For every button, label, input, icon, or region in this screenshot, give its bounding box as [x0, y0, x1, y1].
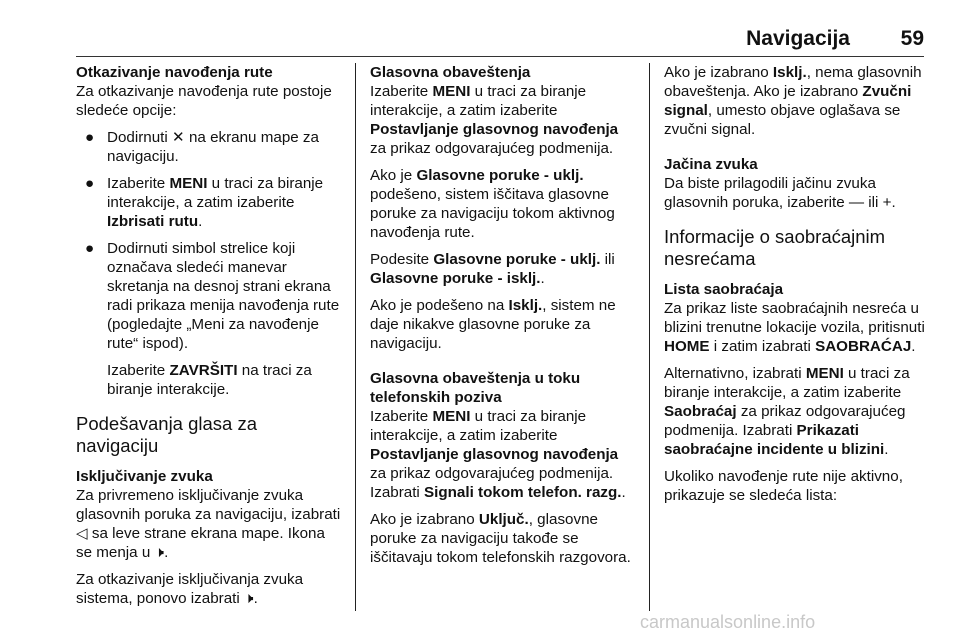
- watermark: carmanualsonline.info: [640, 612, 816, 632]
- voice-prompts-section: Glasovna obaveštenja Izaberite MENI u traci za biranje interakcije, a zatim izaberite Postavljanje glasovnog navođenja za prikaz odgovarajućeg podmenija.: [370, 63, 638, 158]
- keyword-meni: MENI: [805, 365, 844, 382]
- traffic-list-section: Lista saobraćaja Za prikaz liste saobraćajnih nesreća u blizini trenutne lokacije vozila, pritisnuti HOME i zatim izabrati SAOBRAĆAJ.: [664, 280, 932, 356]
- close-icon: ✕: [172, 129, 185, 146]
- keyword-voice-setup: Postavljanje glasovnog navođenja: [370, 446, 619, 463]
- keyword-delete-route: Izbrisati rutu: [107, 213, 199, 230]
- bullet-icon: ●: [85, 240, 95, 257]
- keyword-traffic-menu: Saobraćaj: [664, 403, 737, 420]
- keyword-call-signals: Signali tokom telefon. razg.: [424, 484, 622, 501]
- bullet-icon: ●: [85, 129, 95, 146]
- keyword-meni: MENI: [169, 175, 208, 192]
- voice-set-paragraph: Podesite Glasovne poruke - uklj. ili Glasovne poruke - isklj..: [370, 251, 615, 287]
- keyword-voice-on: Glasovne poruke - uklj.: [433, 251, 601, 268]
- keyword-beep: Zvučni signal: [664, 83, 912, 119]
- keyword-finish: ZAVRŠITI: [169, 362, 238, 379]
- heading-voice-settings: Podešavanja glasa za navigaciju: [76, 413, 258, 456]
- speaker-muted-icon: 🕨: [154, 544, 165, 561]
- plus-icon: +: [882, 194, 892, 211]
- section-title: Navigacija: [746, 27, 850, 50]
- keyword-on: Uključ.: [478, 511, 529, 528]
- keyword-meni: MENI: [432, 83, 471, 100]
- column-3: [664, 63, 932, 513]
- list-item: ● Dodirnuti simbol strelice koji označava sledeći manevar skretanja na desnoj strani ekrana radi prikaza menija navođenja rute (pogledajte „Meni za navođenje rute“ ispod).: [85, 240, 340, 352]
- call-on-paragraph: Ako je izabrano Uključ., glasovne poruke za navigaciju takođe se iščitavaju tokom telefonskih razgovora.: [370, 511, 631, 566]
- keyword-off: Isklj.: [772, 64, 807, 81]
- volume-section: Jačina zvuka Da biste prilagodili jačinu zvuka glasovnih poruka, izaberite — ili +.: [664, 155, 932, 212]
- minus-icon: —: [848, 194, 865, 211]
- beep-paragraph: Ako je izabrano Isklj., nema glasovnih obaveštenja. Ako je izabrano Zvučni signal, umesto objave oglašava se zvučni signal.: [664, 64, 922, 138]
- column-divider-2: [649, 63, 650, 611]
- subheading-cancel-route: Otkazivanje navođenja rute: [76, 64, 273, 81]
- page-number: 59: [900, 27, 924, 50]
- mute-section: Isključivanje zvuka Za privremeno isključivanje zvuka glasovnih poruka za navigaciju, izabrati ◁ sa leve strane ekrana mape. Ikona se menja u 🕨.: [76, 467, 344, 562]
- column-1: [76, 63, 344, 616]
- subheading-mute: Isključivanje zvuka: [76, 468, 213, 485]
- traffic-alt-paragraph: Alternativno, izabrati MENI u traci za biranje interakcije, a zatim izaberite Saobraćaj za prikaz odgovarajućeg podmenija. Izabrati Prikazati saobraćajne incidente u blizini.: [664, 365, 910, 458]
- heading-traffic-info: Informacije o saobraćajnim nesrećama: [664, 226, 886, 269]
- keyword-show-incidents: Prikazati saobraćajne incidente u blizini: [664, 422, 885, 458]
- volume-left-icon: ◁: [76, 525, 88, 542]
- bullet-icon: ●: [85, 175, 95, 192]
- inactive-route-paragraph: Ukoliko navođenje rute nije aktivno, prikazuje se sledeća lista:: [664, 468, 903, 504]
- keyword-voice-off: Glasovne poruke - isklj.: [370, 270, 541, 287]
- page-header: [0, 27, 960, 57]
- keyword-traffic: SAOBRAĆAJ: [815, 338, 912, 355]
- voice-off-paragraph: Ako je podešeno na Isklj., sistem ne daje nikakve glasovne poruke za navigaciju.: [370, 297, 616, 352]
- column-divider-1: [355, 63, 356, 611]
- subheading-call-prompts: Glasovna obaveštenja u toku telefonskih poziva: [370, 370, 581, 406]
- speaker-muted-icon: 🕨: [244, 590, 254, 607]
- subheading-traffic-list: Lista saobraćaja: [664, 281, 784, 298]
- keyword-meni: MENI: [432, 408, 471, 425]
- subheading-voice-prompts: Glasovna obaveštenja: [370, 64, 531, 81]
- list-item-continuation: Izaberite ZAVRŠITI na traci za biranje interakcije.: [107, 362, 312, 398]
- unmute-paragraph: Za otkazivanje isključivanja zvuka sistema, ponovo izabrati 🕨.: [76, 571, 304, 607]
- voice-on-paragraph: Ako je Glasovne poruke - uklj. podešeno, sistem iščitava glasovne poruke za navigaciju tokom aktivnog navođenja rute.: [370, 167, 615, 241]
- keyword-off: Isklj.: [508, 297, 543, 314]
- header-rule: [76, 56, 924, 57]
- column-2: [370, 63, 638, 575]
- subheading-volume: Jačina zvuka: [664, 156, 758, 173]
- cancel-route-section: [76, 63, 344, 120]
- cancel-route-intro: Za otkazivanje navođenja rute postoje sledeće opcije:: [76, 83, 332, 119]
- list-item: ● Dodirnuti ✕ na ekranu mape za navigaciju.: [85, 129, 319, 165]
- keyword-voice-setup: Postavljanje glasovnog navođenja: [370, 121, 619, 138]
- list-item: ● Izaberite MENI u traci za biranje interakcije, a zatim izaberite Izbrisati rutu.: [85, 175, 324, 230]
- call-prompts-section: Glasovna obaveštenja u toku telefonskih poziva Izaberite MENI u traci za biranje interakcije, a zatim izaberite Postavljanje glasovnog navođenja za prikaz odgovarajućeg podmenija. Izabrati Signali tokom telefon. razg..: [370, 369, 638, 502]
- keyword-voice-on: Glasovne poruke - uklj.: [416, 167, 584, 184]
- keyword-home: HOME: [664, 338, 710, 355]
